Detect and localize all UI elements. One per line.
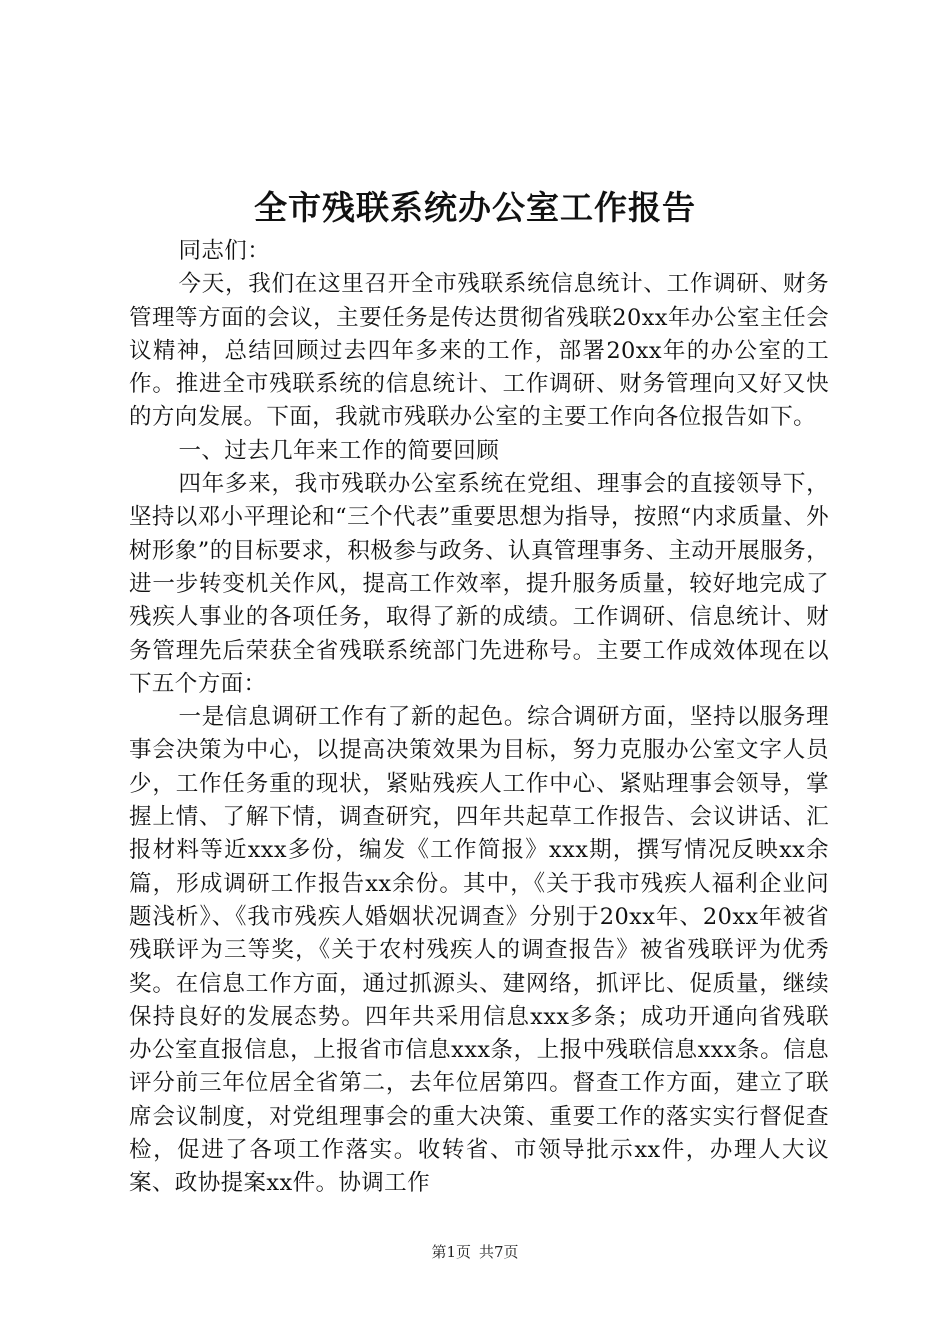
page-number-current: 第1页 xyxy=(431,1243,471,1261)
info-research-paragraph: 一是信息调研工作有了新的起色。综合调研方面，坚持以服务理事会决策为中心，以提高决策效果为目标，努力克服办公室文字人员少，工作任务重的现状，紧贴残疾人工作中心、紧贴理事会领导，掌握上情、了解下情，调查研究，四年共起草工作报告、会议讲话、汇报材料等近xxx多份，编发《工作简报》xxx期，撰写情况反映xx余篇，形成调研工作报告xx余份。其中，《关于我市残疾人福利企业问题浅析》、《我市残疾人婚姻状况调查》分别于20xx年、20xx年被省残联评为三等奖，《关于农村残疾人的调查报告》被省残联评为优秀奖。在信息工作方面，通过抓源头、建网络，抓评比、促质量，继续保持良好的发展态势。四年共采用信息xxx多条；成功开通向省残联办公室直报信息，上报省市信息xxx条，上报中残联信息xxx条。信息评分前三年位居全省第二，去年位居第四。督查工作方面，建立了联席会议制度，对党组理事会的重大决策、重要工作的落实实行督促查检，促进了各项工作落实。收转省、市领导批示xx件，办理人大议案、政协提案xx件。协调工作 xyxy=(129,704,829,1197)
salutation-paragraph: 同志们： xyxy=(178,238,271,264)
document-body xyxy=(129,235,829,1201)
intro-paragraph: 今天，我们在这里召开全市残联系统信息统计、工作调研、财务管理等方面的会议，主要任务是传达贯彻省残联20xx年办公室主任会议精神，总结回顾过去四年多来的工作，部署20xx年的办公室的工作。推进全市残联系统的信息统计、工作调研、财务管理向又好又快的方向发展。下面，我就市残联办公室的主要工作向各位报告如下。 xyxy=(129,271,829,431)
review-paragraph: 四年多来，我市残联办公室系统在党组、理事会的直接领导下，坚持以邓小平理论和“三个代表”重要思想为指导，按照“内求质量、外树形象”的目标要求，积极参与政务、认真管理事务、主动开展服务，进一步转变机关作风，提高工作效率，提升服务质量，较好地完成了残疾人事业的各项任务，取得了新的成绩。工作调研、信息统计、财务管理先后荣获全省残联系统部门先进称号。主要工作成效体现在以下五个方面： xyxy=(129,471,829,697)
section-heading: 一、过去几年来工作的简要回顾 xyxy=(178,437,500,464)
page-footer xyxy=(0,1241,950,1263)
page-number-total: 共7页 xyxy=(479,1243,519,1261)
document-title: 全市残联系统办公室工作报告 xyxy=(254,188,696,227)
